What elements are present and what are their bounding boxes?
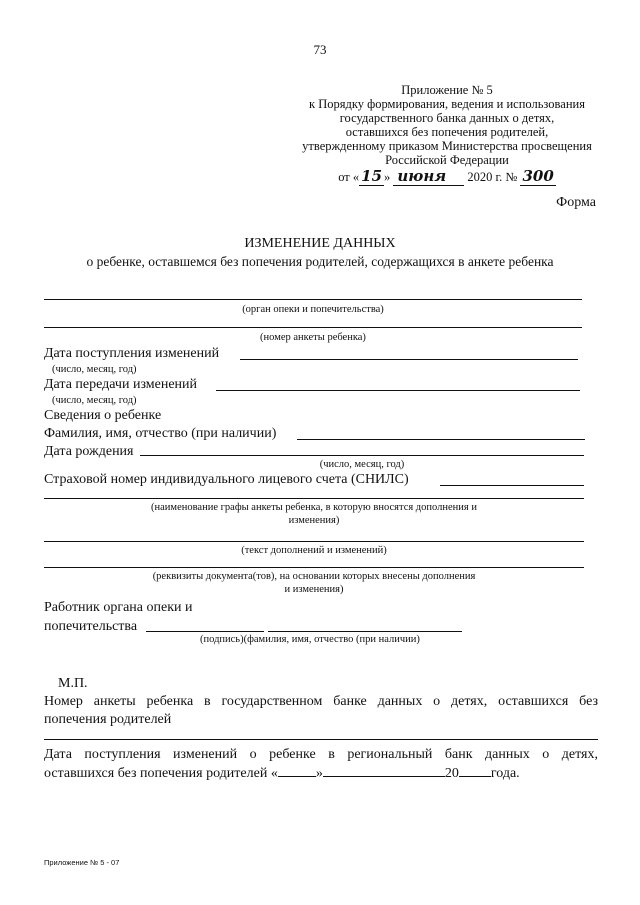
appendix-line: оставшихся без попечения родителей,	[345, 125, 549, 139]
full-name-label: Фамилия, имя, отчество (при наличии)	[44, 426, 277, 441]
snils-label: Страховой номер индивидуального лицевого счета (СНИЛС)	[44, 472, 409, 487]
worker-name-line[interactable]	[268, 631, 462, 632]
column-name-line[interactable]	[44, 498, 584, 499]
changes-text-caption: (текст дополнений и изменений)	[241, 545, 387, 556]
state-bank-number-line[interactable]	[44, 739, 598, 740]
column-name-caption: (наименование графы анкеты ребенка, в которую вносятся дополнения и	[151, 502, 477, 513]
appendix-line: утвержденному приказом Министерства просвещения	[302, 139, 592, 153]
footer-label: Приложение № 5 - 07	[44, 858, 120, 867]
regional-day-field[interactable]	[278, 764, 316, 777]
appendix-title: Приложение № 5	[401, 83, 493, 97]
handwritten-day: 15	[361, 167, 383, 185]
state-bank-text: попечения родителей	[44, 712, 172, 727]
guardianship-line[interactable]	[44, 299, 582, 300]
date-sent-caption: (число, месяц, год)	[52, 395, 137, 406]
page-number: 73	[313, 42, 327, 57]
handwritten-month: июня	[393, 167, 464, 186]
documents-caption: и изменения)	[284, 584, 344, 595]
date-received-caption: (число, месяц, год)	[52, 364, 137, 375]
worker-label: Работник органа опеки и	[44, 600, 193, 615]
changes-text-line[interactable]	[44, 541, 584, 542]
regional-year-field[interactable]	[459, 764, 491, 777]
signature-line[interactable]	[146, 631, 264, 632]
date-sent-line[interactable]	[216, 390, 580, 391]
state-bank-text: Номер анкеты ребенка в государственном банке данных о детях, оставшихся без	[44, 694, 598, 709]
card-number-caption: (номер анкеты ребенка)	[260, 332, 366, 343]
birth-date-caption: (число, месяц, год)	[319, 459, 405, 470]
regional-bank-date: оставшихся без попечения родителей « » 20 года.	[44, 766, 520, 781]
signature-caption: (подпись)(фамилия, имя, отчество (при наличии)	[200, 634, 420, 645]
regional-month-field[interactable]	[323, 764, 445, 777]
form-label: Форма	[556, 195, 596, 210]
appendix-line: государственного банка данных о детях,	[339, 111, 555, 125]
document-title: ИЗМЕНЕНИЕ ДАННЫХ	[244, 236, 396, 251]
regional-bank-text: Дата поступления изменений о ребенке в региональный банк данных о детях,	[44, 747, 598, 762]
appendix-line: к Порядку формирования, ведения и использования	[309, 97, 585, 111]
date-received-line[interactable]	[240, 359, 578, 360]
guardianship-caption: (орган опеки и попечительства)	[242, 304, 384, 315]
snils-line[interactable]	[440, 485, 584, 486]
documents-caption: (реквизиты документа(тов), на основании которых внесены дополнения	[152, 571, 476, 582]
appendix-block	[292, 83, 602, 184]
documents-line[interactable]	[44, 567, 584, 568]
stamp-label: М.П.	[58, 676, 88, 691]
appendix-date: от « 15 » июня 2020 г. № 300	[338, 167, 554, 185]
date-sent-label: Дата передачи изменений	[44, 377, 198, 392]
child-info-label: Сведения о ребенке	[44, 408, 162, 423]
appendix-line: Российской Федерации	[385, 153, 509, 167]
date-received-label: Дата поступления изменений	[44, 346, 220, 361]
column-name-caption: изменения)	[288, 515, 340, 526]
card-number-line[interactable]	[44, 327, 582, 328]
handwritten-number: 300	[522, 167, 554, 185]
worker-label: попечительства	[44, 619, 138, 634]
full-name-line[interactable]	[297, 439, 585, 440]
document-subtitle: о ребенке, оставшемся без попечения родителей, содержащихся в анкете ребенка	[86, 254, 554, 269]
birth-date-line[interactable]	[140, 455, 584, 456]
birth-date-label: Дата рождения	[44, 444, 134, 459]
